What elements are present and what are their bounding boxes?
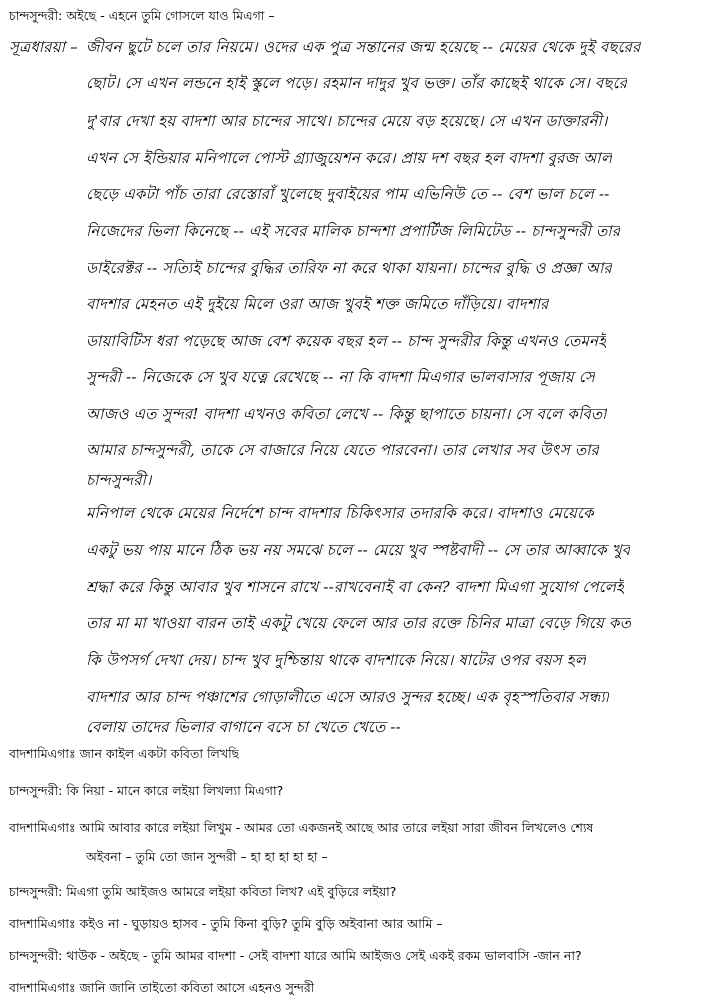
narration-line: বেলায় তাদের ভিলার বাগানে বসে চা খেতে খেতে --: [86, 718, 401, 736]
narration-line: এখন সে ইন্ডিয়ার মনিপালে পোস্ট গ্র্যাজুয়েশন করে। প্রায় দশ বছর হল বাদশা বুরজ আল: [86, 149, 613, 167]
narration-line: তার মা মা খাওয়া বারন তাই একটু খেয়ে ফেলে আর তার রক্তে চিনির মাত্রা বেড়ে গিয়ে কত: [86, 614, 632, 632]
narration-line: বাদশার মেহনত এই দুইয়ে মিলে ওরা আজ খুবই শক্ত জমিতে দাঁড়িয়ে। বাদশার: [86, 295, 549, 313]
narration-line: ছোট। সে এখন লন্ডনে হাই স্কুলে পড়ে। রহমান দাদুর খুব ভক্ত। তাঁর কাছেই থাকে সে। বছরে: [86, 74, 628, 92]
narration-line: চান্দসুন্দরী।: [86, 471, 152, 489]
dialogue-line-chand: চান্দসুন্দরী: কি নিয়া - মানে কারে লইয়া লিখল্যা মিএগা?: [9, 783, 284, 798]
dialogue-line-badsha: বাদশামিএগাঃ জানি জানি তাইতো কবিতা আসে এহনও সুন্দরী: [9, 980, 315, 995]
narration-line: জীবন ছুটে চলে তার নিয়মে। ওদের এক পুত্র সন্তানের জন্ম হয়েছে -- মেয়ের থেকে দুই বছরের: [86, 38, 641, 56]
narration-line: নিজেদের ভিলা কিনেছে -- এই সবের মালিক চান্দশা প্রপার্টিজ লিমিটেড -- চান্দসুন্দরী তার: [86, 222, 621, 240]
dialogue-line-chand: চান্দসুন্দরী: থাউক - অইছে - তুমি আমর বাদশা - সেই বাদশা যারে আমি আইজও সেই একই রকম ভালবাসি -জান না?: [9, 948, 582, 963]
narration-line: ছেড়ে একটা পাঁচ তারা রেস্তোরাঁ খুলেছে দুবাইয়ের পাম এভিনিউ তে -- বেশ ভাল চলে --: [86, 185, 610, 203]
dialogue-line-chand: চান্দসুন্দরী: মিএগা তুমি আইজও আমরে লইয়া কবিতা লিখ? এই বুড়িরে লইয়া?: [9, 884, 397, 899]
narration-line: ডাইরেক্টর -- সত্যিই চান্দের বুদ্ধির তারিফ না করে থাকা যায়না। চান্দের বুদ্ধি ও প্রজ্ঞা আর: [86, 259, 612, 277]
dialogue-line-badsha: বাদশামিএগাঃ জান কাইল একটা কবিতা লিখছি: [9, 746, 240, 761]
dialogue-line-continuation: অইবনা – তুমি তো জান সুন্দরী – হা হা হা হা হা –: [86, 849, 328, 864]
narration-line: আমার চান্দসুন্দরী, তাকে সে বাজারে নিয়ে যেতে পারবেনা। তার লেখার সব উৎস তার: [86, 441, 600, 459]
dialogue-line-badsha: বাদশামিএগাঃ আমি আবার কারে লইয়া লিখুম - আমর তো একজনই আছে আর তারে লইয়া সারা জীবন লিখলেও শ্যেষ: [9, 820, 594, 835]
narration-line: বাদশার আর চান্দ পঞ্চাশের গোড়ালীতে এসে আরও সুন্দর হচ্ছে। এক বৃহস্পতিবার সন্ধ্যা: [86, 688, 610, 706]
narration-line: কি উপসর্গ দেখা দেয়। চান্দ খুব দুশ্চিন্তায় থাকে বাদশাকে নিয়ে। ষাটের ওপর বয়স হল: [86, 651, 587, 669]
narration-line: একটু ভয় পায় মানে ঠিক ভয় নয় সমঝে চলে -- মেয়ে খুব স্পষ্টবাদী -- সে তার আব্বাকে খুব: [86, 541, 631, 559]
dialogue-line-badsha: বাদশামিএগাঃ কইও না - ঘুড়ায়ও হাসব - তুমি কিনা বুড়ি? তুমি বুড়ি অইবানা আর আমি –: [9, 916, 443, 931]
narration-line: দু'বার দেখা হয় বাদশা আর চান্দের সাথে। চান্দের মেয়ে বড় হয়েছে। সে এখন ডাক্তারনী।: [86, 112, 608, 130]
narration-line: মনিপাল থেকে মেয়ের নির্দেশে চান্দ বাদশার চিকিৎসার তদারকি করে। বাদশাও মেয়েকে: [86, 504, 594, 522]
narration-line: শ্রদ্ধা করে কিন্তু আবার খুব শাসনে রাখে --রাখবেনাই বা কেন? বাদশা মিএগা সুযোগ পেলেই: [86, 578, 625, 596]
dialogue-line-chand: চান্দসুন্দরী: অইছে - এহনে তুমি গোসলে যাও মিএগা –: [9, 8, 275, 23]
narrator-label: সূত্রধারয়া –: [9, 38, 78, 56]
narration-line: আজও এত সুন্দর! বাদশা এখনও কবিতা লেখে -- কিন্তু ছাপাতে চায়না। সে বলে কবিতা: [86, 405, 607, 423]
narration-line: সুন্দরী -- নিজেকে সে খুব যত্নে রেখেছে -- না কি বাদশা মিএগার ভালবাসার পূজায় সে: [86, 368, 595, 386]
narration-line: ডায়াবিটিস ধরা পড়েছে আজ বেশ কয়েক বছর হল -- চান্দ সুন্দরীর কিন্তু এখনও তেমনই: [86, 332, 607, 350]
